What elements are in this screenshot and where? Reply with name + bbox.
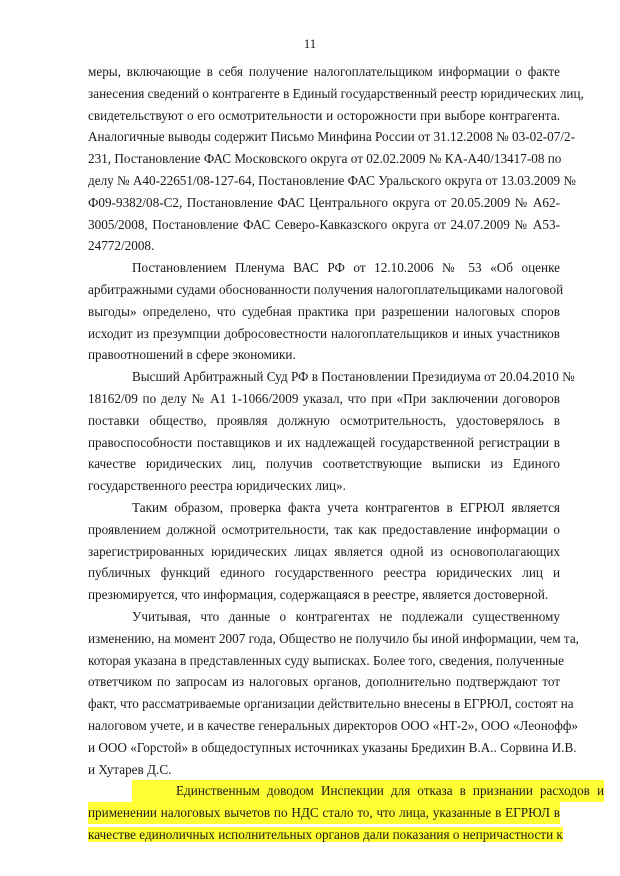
text-line <box>88 192 560 214</box>
line-text: выгоды» определено, что судебная практика при разрешении налоговых споров <box>88 303 560 319</box>
text-line <box>88 541 560 563</box>
document-paragraph <box>88 780 604 845</box>
line-text: и ООО «Горстой» в общедоступных источниках указаны Бредихин В.А.. Сорвина И.В. <box>88 739 577 755</box>
text-line <box>88 715 578 737</box>
line-text: Аналогичные выводы содержит Письмо Минфина России от 31.12.2008 № 03-02-07/2- <box>88 129 576 145</box>
text-line <box>88 170 576 192</box>
line-text: качестве юридических лиц, получив соответствующие выписки из Единого <box>88 456 560 472</box>
text-line <box>88 235 560 257</box>
line-text: государственного реестра юридических лиц». <box>88 478 346 494</box>
text-line <box>88 628 579 650</box>
text-line <box>88 388 560 410</box>
text-line <box>88 126 576 148</box>
line-text: ответчиком по запросам из налоговых органов, дополнительно подтверждают тот <box>88 674 560 690</box>
text-line <box>88 214 560 236</box>
text-line <box>88 693 574 715</box>
text-line <box>88 562 560 584</box>
line-text: правоотношений в сфере экономики. <box>88 347 296 363</box>
line-text: Высший Арбитражный Суд РФ в Постановлении Президиума от 20.04.2010 № <box>132 369 575 385</box>
text-line <box>88 453 560 475</box>
line-text: зарегистрированных юридических лицах является одной из основополагающих <box>88 543 560 559</box>
document-paragraph <box>88 497 560 606</box>
text-line <box>88 606 560 628</box>
line-text: презюмируется, что информация, содержащаяся в реестре, является достоверной. <box>88 587 549 603</box>
line-text: поставки общество, проявляя должную осмотрительность, удостоверялось в <box>88 412 560 428</box>
line-text: 24772/2008. <box>88 238 155 254</box>
line-text: арбитражными судами обоснованности получения налогоплательщиками налоговой <box>88 281 564 297</box>
line-text: Таким образом, проверка факта учета контрагентов в ЕГРЮЛ является <box>132 499 560 515</box>
text-line <box>88 366 575 388</box>
text-line <box>88 279 564 301</box>
text-line <box>88 301 560 323</box>
document-paragraph <box>88 366 575 497</box>
line-text: свидетельствуют о его осмотрительности и осторожности при выборе контрагента. <box>88 107 560 123</box>
text-line <box>88 105 560 127</box>
text-line <box>88 737 577 759</box>
highlighted-text-line <box>88 824 563 846</box>
text-line <box>88 323 560 345</box>
line-text: Постановлением Пленума ВАС РФ от 12.10.2006 № 53 «Об оценке <box>132 260 560 276</box>
line-text: факт, что рассматриваемые организации действительно внесены в ЕГРЮЛ, состоят на <box>88 696 574 712</box>
line-text: занесения сведений о контрагенте в Единый государственный реестр юридических лиц, <box>88 85 584 101</box>
line-text: Единственным доводом Инспекции для отказа в признании расходов и <box>132 780 604 802</box>
line-text: Учитывая, что данные о контрагентах не подлежали существенному <box>132 608 560 624</box>
document-paragraph <box>88 257 564 366</box>
text-line <box>88 257 560 279</box>
text-line <box>88 61 560 83</box>
line-text: изменению, на момент 2007 года, Общество не получило бы иной информации, чем та, <box>88 630 579 646</box>
text-line <box>88 344 560 366</box>
line-text: и Хутарев Д.С. <box>88 761 172 777</box>
text-line <box>88 475 560 497</box>
highlighted-text-line <box>88 780 604 802</box>
document-paragraph <box>88 606 579 780</box>
line-text: качестве единоличных исполнительных органов дали показания о непричастности к <box>88 826 563 842</box>
text-line <box>88 432 560 454</box>
text-line <box>88 671 560 693</box>
text-line <box>88 497 560 519</box>
page-number: 11 <box>303 36 317 51</box>
text-line <box>88 148 560 170</box>
text-line <box>88 759 560 781</box>
text-line <box>88 650 564 672</box>
line-text: которая указана в представленных суду выписках. Более того, сведения, полученные <box>88 652 564 668</box>
document-body <box>88 61 604 846</box>
highlighted-text-line <box>88 802 560 824</box>
line-text: 18162/09 по делу № А1 1-1066/2009 указал, что при «При заключении договоров <box>88 390 560 406</box>
line-text: налоговом учете, и в качестве генеральных директоров ООО «НТ-2», ООО «Леонофф» <box>88 717 578 733</box>
line-text: проявлением должной осмотрительности, так как предоставление информации о <box>88 521 560 537</box>
line-text: публичных функций единого государственного реестра юридических лиц и <box>88 565 560 581</box>
line-text: применении налоговых вычетов по НДС стало то, что лица, указанные в ЕГРЮЛ в <box>88 802 560 824</box>
text-line <box>88 83 584 105</box>
line-text: Ф09-9382/08-С2, Постановление ФАС Центрального округа от 20.05.2009 № А62- <box>88 194 560 210</box>
line-text: исходит из презумпции добросовестности налогоплательщиков и иных участников <box>88 325 560 341</box>
line-text: меры, включающие в себя получение налогоплательщиком информации о факте <box>88 64 560 79</box>
document-paragraph <box>88 61 584 257</box>
line-text: 231, Постановление ФАС Московского округа от 02.02.2009 № КА-А40/13417-08 по <box>88 151 562 167</box>
line-text: делу № А40-22651/08-127-64, Постановление ФАС Уральского округа от 13.03.2009 № <box>88 172 576 188</box>
text-line <box>88 410 560 432</box>
line-text: правоспособности поставщиков и их надлежащей государственной регистрации в <box>88 434 560 450</box>
line-text: 3005/2008, Постановление ФАС Северо-Кавказского округа от 24.07.2009 № А53- <box>88 216 560 232</box>
text-line <box>88 584 560 606</box>
text-line <box>88 519 560 541</box>
